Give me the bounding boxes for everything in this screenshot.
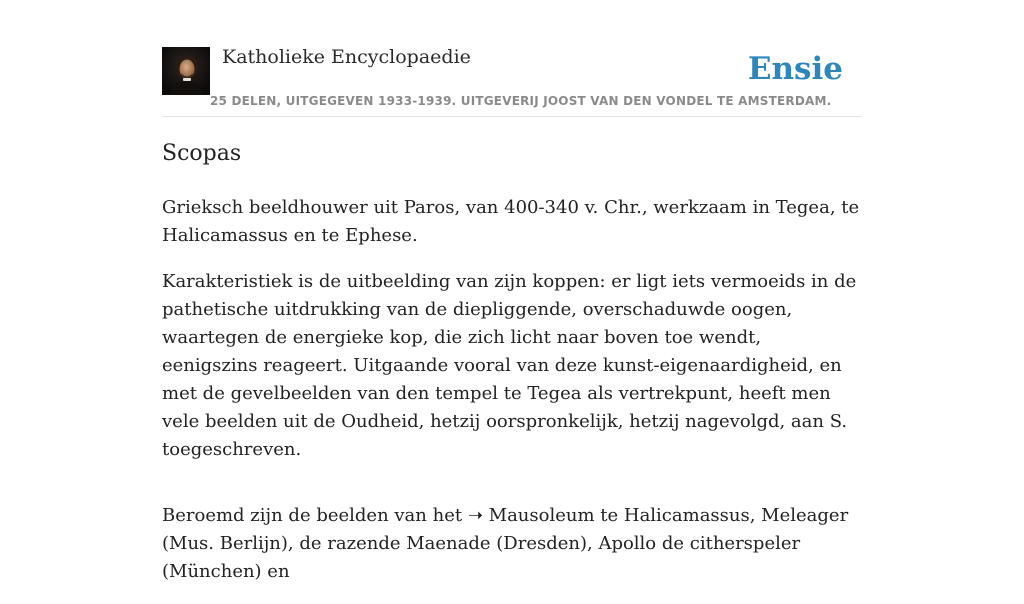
page-title: Scopas <box>162 141 242 166</box>
paragraph-3-rest: , Meleager (Mus. Berlijn), de razende Maenade (Dresden), Apollo de citherspeler (München) en <box>162 505 849 582</box>
article <box>162 138 862 604</box>
brand-logo[interactable]: Ensie <box>747 51 843 87</box>
avatar <box>162 47 210 95</box>
portrait-icon <box>162 47 210 95</box>
paragraph-3-intro: Beroemd zijn de beelden van het <box>162 505 468 526</box>
source-meta: 25 DELEN, UITGEGEVEN 1933-1939. UITGEVERIJ JOOST VAN DEN VONDEL TE AMSTERDAM. <box>210 94 832 108</box>
source-header <box>162 44 862 117</box>
paragraph-3 <box>162 502 862 586</box>
paragraph-1: Grieksch beeldhouwer uit Paros, van 400-340 v. Chr., werkzaam in Tegea, te Halicamassus en te Ephese. <box>162 197 860 246</box>
cross-reference-link[interactable]: Mausoleum te Halicamassus <box>488 505 750 526</box>
arrow-icon: ➝ <box>467 505 483 526</box>
source-title[interactable]: Katholieke Encyclopaedie <box>222 46 471 68</box>
paragraph-2: Karakteristiek is de uitbeelding van zijn koppen: er ligt iets vermoeids in de pathetische uitdrukking van de diepliggende, overschaduwde oogen, waartegen de energieke kop, die zich licht naar boven toe wendt, eenigszins reageert. Uitgaande vooral van deze kunst-eigenaardigheid, en met de gevelbeelden van den tempel te Tegea als vertrekpunt, heeft men vele beelden uit de Oudheid, hetzij oorspronkelijk, hetzij nagevolgd, aan S. toegeschreven. <box>162 271 857 460</box>
